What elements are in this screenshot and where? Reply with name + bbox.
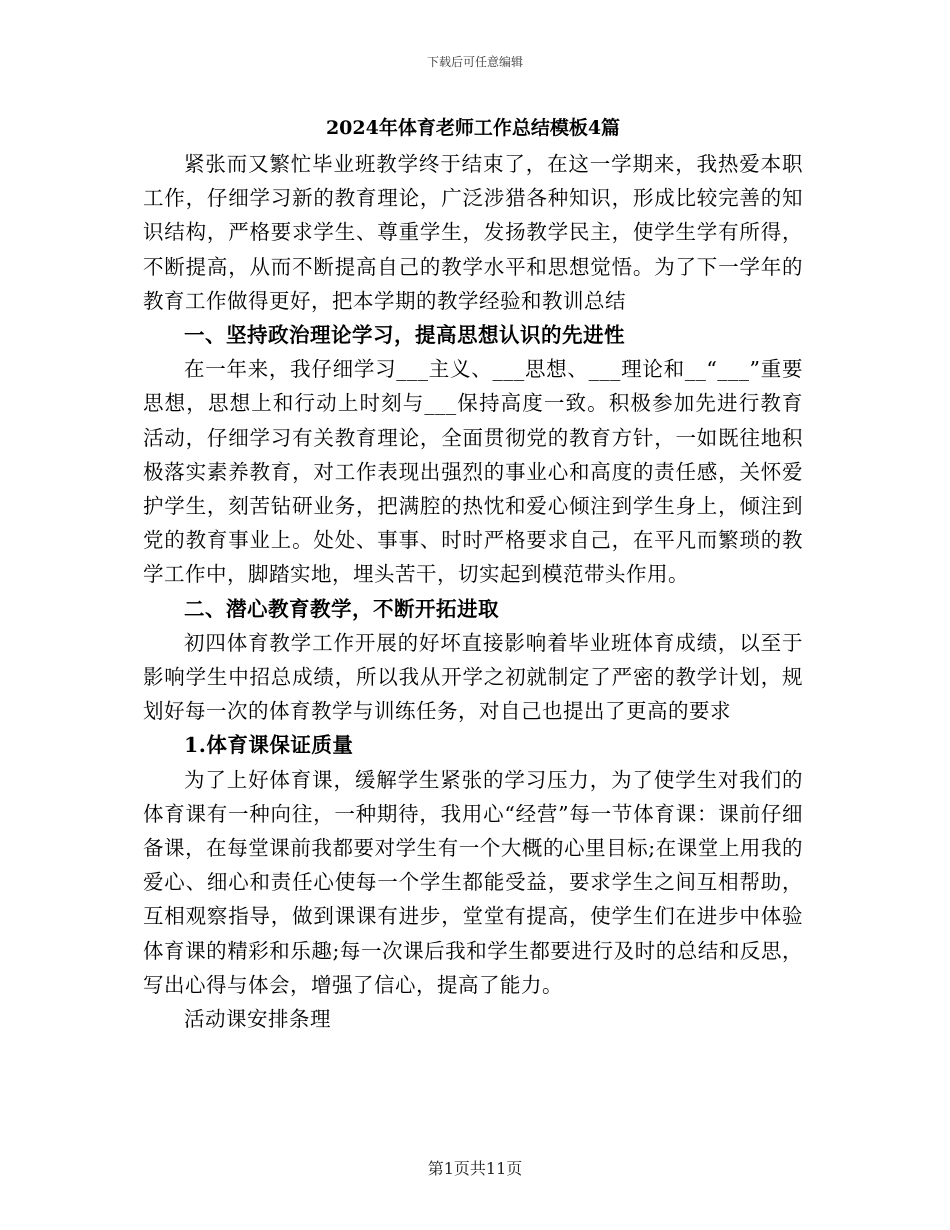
document-body: [143, 113, 803, 1036]
section-1-paragraph: 在一年来，我仔细学习___主义、___思想、___理论和__“___”重要思想，思想上和行动上时刻与___保持高度一致。积极参加先进行教育活动，仔细学习有关教育理论，全面贯彻党的教育方针，一如既往地积极落实素养教育，对工作表现出强烈的事业心和高度的责任感，关怀爱护学生，刻苦钻研业务，把满腔的热忱和爱心倾注到学生身上，倾注到党的教育事业上。处处、事事、时时严格要求自己，在平凡而繁琐的教学工作中，脚踏实地，埋头苦干，切实起到模范带头作用。: [143, 357, 803, 587]
header-note: 下载后可任意编辑: [426, 55, 523, 69]
document-title: 2024年体育老师工作总结模板4篇: [325, 117, 621, 139]
page-footer: 第1页共11页: [427, 1159, 523, 1178]
section-heading-2: 二、潜心教育教学，不断开拓进取: [184, 596, 499, 621]
intro-paragraph: 紧张而又繁忙毕业班教学终于结束了，在这一学期来，我热爱本职工作，仔细学习新的教育理论，广泛涉猎各种知识，形成比较完善的知识结构，严格要求学生、尊重学生，发扬教学民主，使学生学有所得，不断提高，从而不断提高自己的教学水平和思想觉悟。为了下一学年的教育工作做得更好，把本学期的教学经验和教训总结: [143, 152, 803, 313]
section-heading-1: 一、坚持政治理论学习，提高思想认识的先进性: [184, 323, 625, 348]
trailing-line: 活动课安排条理: [184, 1007, 331, 1032]
section-2-paragraph: 初四体育教学工作开展的好坏直接影响着毕业班体育成绩，以至于影响学生中招总成绩，所以我从开学之初就制定了严密的教学计划，规划好每一次的体育教学与训练任务，对自己也提出了更高的要求: [143, 630, 803, 724]
subsection-heading-1: 1.体育课保证质量: [184, 733, 354, 758]
subsection-1-paragraph: 为了上好体育课，缓解学生紧张的学习压力，为了使学生对我们的体育课有一种向往，一种期待，我用心“经营”每一节体育课：课前仔细备课，在每堂课前我都要对学生有一个大概的心里目标;在课堂上用我的爱心、细心和责任心使每一个学生都能受益，要求学生之间互相帮助，互相观察指导，做到课课有进步，堂堂有提高，使学生们在进步中体验体育课的精彩和乐趣;每一次课后我和学生都要进行及时的总结和反思，写出心得与体会，增强了信心，提高了能力。: [143, 767, 803, 997]
